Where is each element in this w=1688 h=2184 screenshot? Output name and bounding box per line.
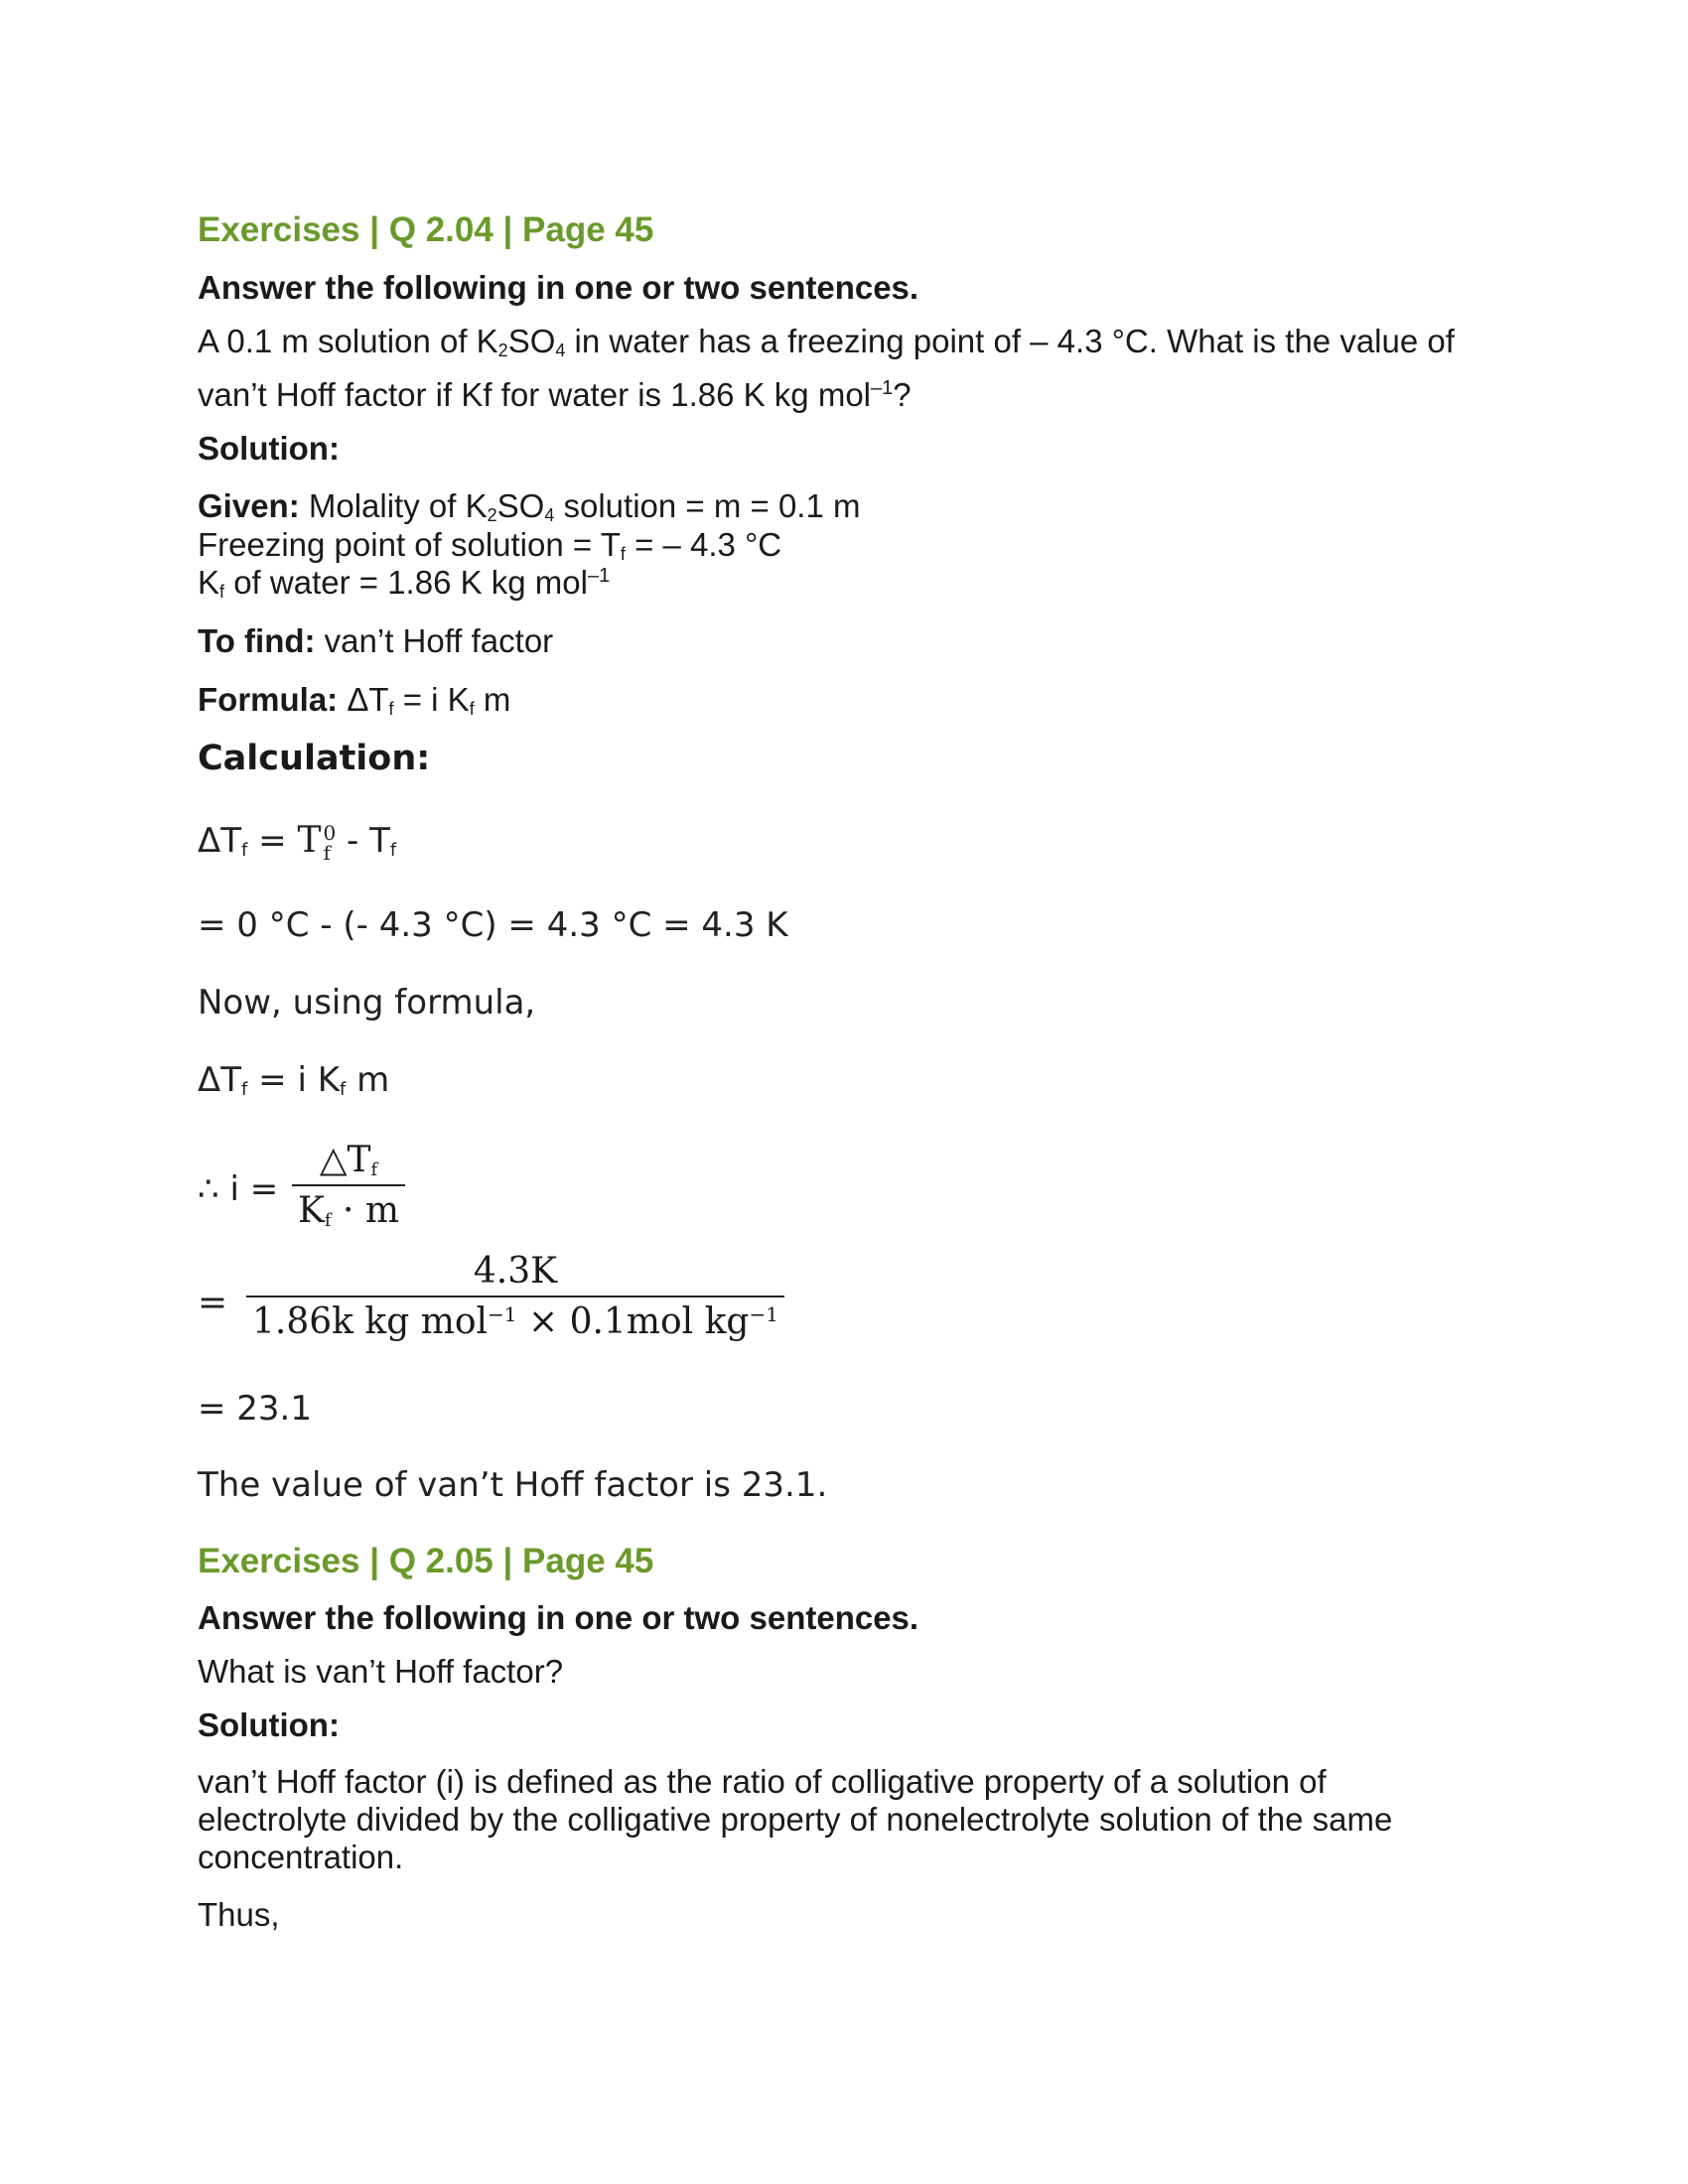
question-text-line-1: A 0.1 m solution of $K_2SO_4$ in water has a freezing point of – 4.3 °C. What is the value of [198, 323, 1455, 360]
answer-line-1: van’t Hoff factor (i) is defined as the ratio of colligative property of a solution of [198, 1763, 1327, 1800]
fraction-numeric [246, 1251, 784, 1342]
result-line: = 23.1 [198, 1389, 312, 1429]
answer-line-2: electrolyte divided by the colligative property of nonelectrolyte solution of the same [198, 1801, 1393, 1838]
answer-line-3: concentration. [198, 1839, 404, 1875]
given-line-2: Freezing point of solution = $T_f$ = – 4.3 °C [198, 526, 782, 564]
question-heading: Exercises | Q 2.04 | Page 45 [198, 210, 654, 249]
fraction-numerator: $\triangle T_f$ [319, 1140, 378, 1180]
given-line-3: $K_f$ of water = 1.86 K kg mol$^{-1}$ [198, 564, 611, 602]
calc-line-temperature: = 0 °C - (- 4.3 °C) = 4.3 °C = 4.3 K [198, 905, 788, 945]
to-find-line: To find: van’t Hoff factor [198, 622, 554, 659]
fraction-numerator: 4.3K [473, 1251, 558, 1292]
instruction-text: Answer the following in one or two sentences. [198, 1599, 919, 1636]
fraction-bar [292, 1184, 405, 1186]
fraction-bar [246, 1296, 784, 1297]
fraction-denominator: $K_f \cdot m$ [298, 1190, 400, 1231]
thus-line: Thus, [198, 1896, 280, 1933]
equals-prefix: = [198, 1283, 228, 1323]
question-heading: Exercises | Q 2.05 | Page 45 [198, 1542, 654, 1580]
calculation-label: Calculation: [198, 739, 431, 778]
formula-line: Formula: $\Delta T_f = i$ $K_f$ m [198, 681, 511, 719]
fraction-i-formula [292, 1140, 405, 1231]
solution-label: Solution: [198, 430, 340, 467]
instruction-text: Answer the following in one or two sentences. [198, 269, 919, 306]
question-text: What is van’t Hoff factor? [198, 1653, 564, 1690]
solution-label: Solution: [198, 1706, 340, 1743]
given-line-1: Given: Molality of $K_2SO_4$ solution = m = 0.1 m [198, 487, 861, 525]
conclusion-line: The value of van’t Hoff factor is 23.1. [198, 1465, 828, 1505]
therefore-prefix: ∴ i = [198, 1169, 279, 1209]
calc-line-delta-tf: $\Delta T_f = T$ 0 f - $T_f$ [198, 820, 397, 865]
calc-line-now-using: Now, using formula, [198, 983, 536, 1023]
calc-line-formula: $\Delta T_f = i$ $K_f$ m [198, 1060, 390, 1100]
fraction-denominator: 1.86k kg mol$^{-1}$ × 0.1mol $kg^{-1}$ [252, 1301, 778, 1342]
question-text-line-2: van’t Hoff factor if Kf for water is 1.86 K kg mol$^{-1}$? [198, 376, 912, 413]
